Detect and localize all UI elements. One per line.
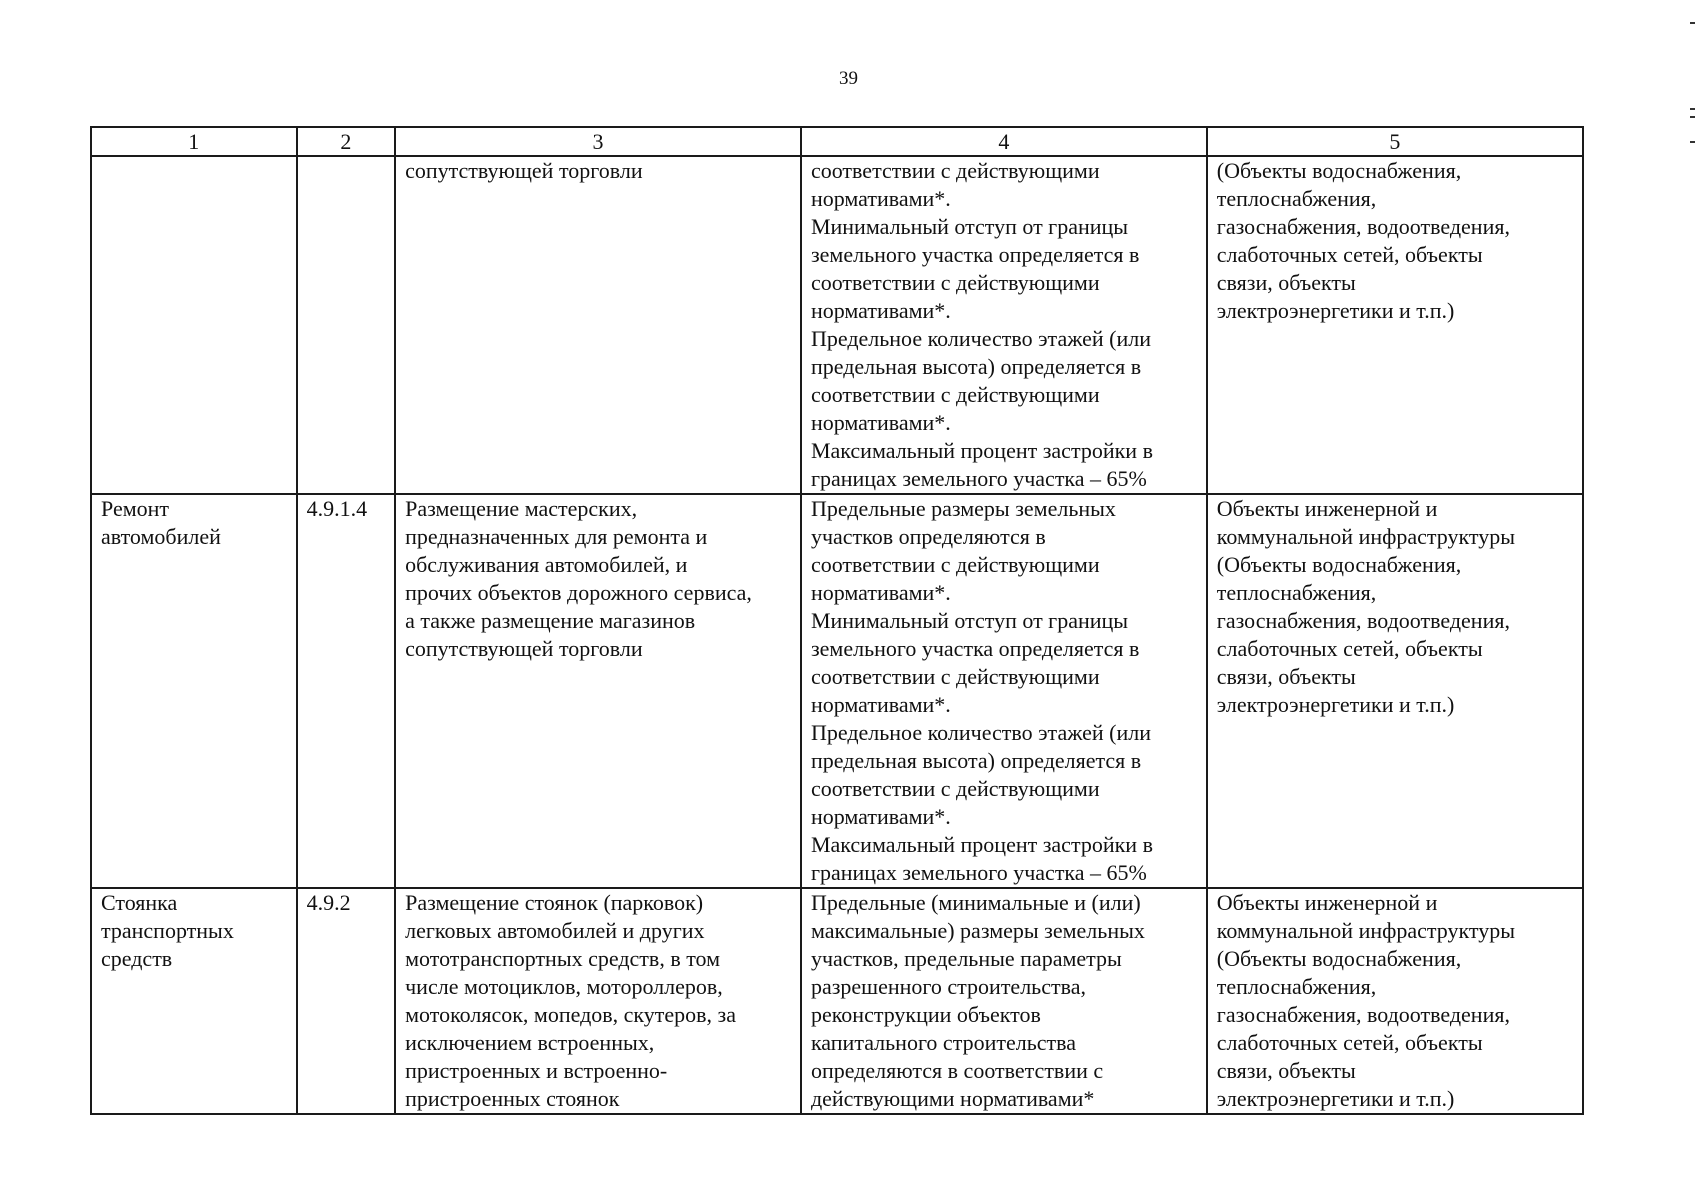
use-name-cell: Ремонт автомобилей [91, 494, 297, 888]
related-objects-cell: Объекты инженерной и коммунальной инфраструктуры (Объекты водоснабжения, теплоснабжения, газоснабжения, водоотведения, слаботочных сетей, объекты связи, объекты электроэнергетики и т.п.) [1207, 494, 1583, 888]
land-use-table [90, 126, 1584, 1115]
scan-edge-mark [1690, 108, 1695, 110]
use-name-cell [91, 156, 297, 494]
use-description-cell: Размещение стоянок (парковок) легковых автомобилей и других мототранспортных средств, в том числе мотоциклов, мотороллеров, мотоколясок, мопедов, скутеров, за исключением встроенных, пристроенных и встроенно- пристроенных стоянок [395, 888, 801, 1114]
related-objects-cell: Объекты инженерной и коммунальной инфраструктуры (Объекты водоснабжения, теплоснабжения, газоснабжения, водоотведения, слаботочных сетей, объекты связи, объекты электроэнергетики и т.п.) [1207, 888, 1583, 1114]
table-row [91, 888, 1583, 1114]
table-row [91, 494, 1583, 888]
header-col-3: 3 [395, 127, 801, 156]
use-code-cell: 4.9.1.4 [297, 494, 396, 888]
header-col-4: 4 [801, 127, 1207, 156]
scan-edge-mark [1690, 116, 1695, 118]
scan-edge-mark [1690, 22, 1695, 24]
parameters-cell: Предельные (минимальные и (или) максимальные) размеры земельных участков, предельные параметры разрешенного строительства, реконструкции объектов капитального строительства определяются в соответствии с действующими нормативами* [801, 888, 1207, 1114]
scan-edge-mark [1690, 141, 1695, 143]
table-header-row [91, 127, 1583, 156]
use-name-cell: Стоянка транспортных средств [91, 888, 297, 1114]
use-description-cell: Размещение мастерских, предназначенных для ремонта и обслуживания автомобилей, и прочих объектов дорожного сервиса, а также размещение магазинов сопутствующей торговли [395, 494, 801, 888]
use-code-cell [297, 156, 396, 494]
use-code-cell: 4.9.2 [297, 888, 396, 1114]
parameters-cell: Предельные размеры земельных участков определяются в соответствии с действующими нормативами*. Минимальный отступ от границы земельного участка определяется в соответствии с действующими нормативами*. Предельное количество этажей (или предельная высота) определяется в соответствии с действующими нормативами*. Максимальный процент застройки в границах земельного участка – 65% [801, 494, 1207, 888]
parameters-cell: соответствии с действующими нормативами*. Минимальный отступ от границы земельного участка определяется в соответствии с действующими нормативами*. Предельное количество этажей (или предельная высота) определяется в соответствии с действующими нормативами*. Максимальный процент застройки в границах земельного участка – 65% [801, 156, 1207, 494]
header-col-2: 2 [297, 127, 396, 156]
table-row [91, 156, 1583, 494]
use-description-cell: сопутствующей торговли [395, 156, 801, 494]
related-objects-cell: (Объекты водоснабжения, теплоснабжения, газоснабжения, водоотведения, слаботочных сетей, объекты связи, объекты электроэнергетики и т.п.) [1207, 156, 1583, 494]
page-number: 39 [839, 68, 858, 89]
header-col-1: 1 [91, 127, 297, 156]
header-col-5: 5 [1207, 127, 1583, 156]
